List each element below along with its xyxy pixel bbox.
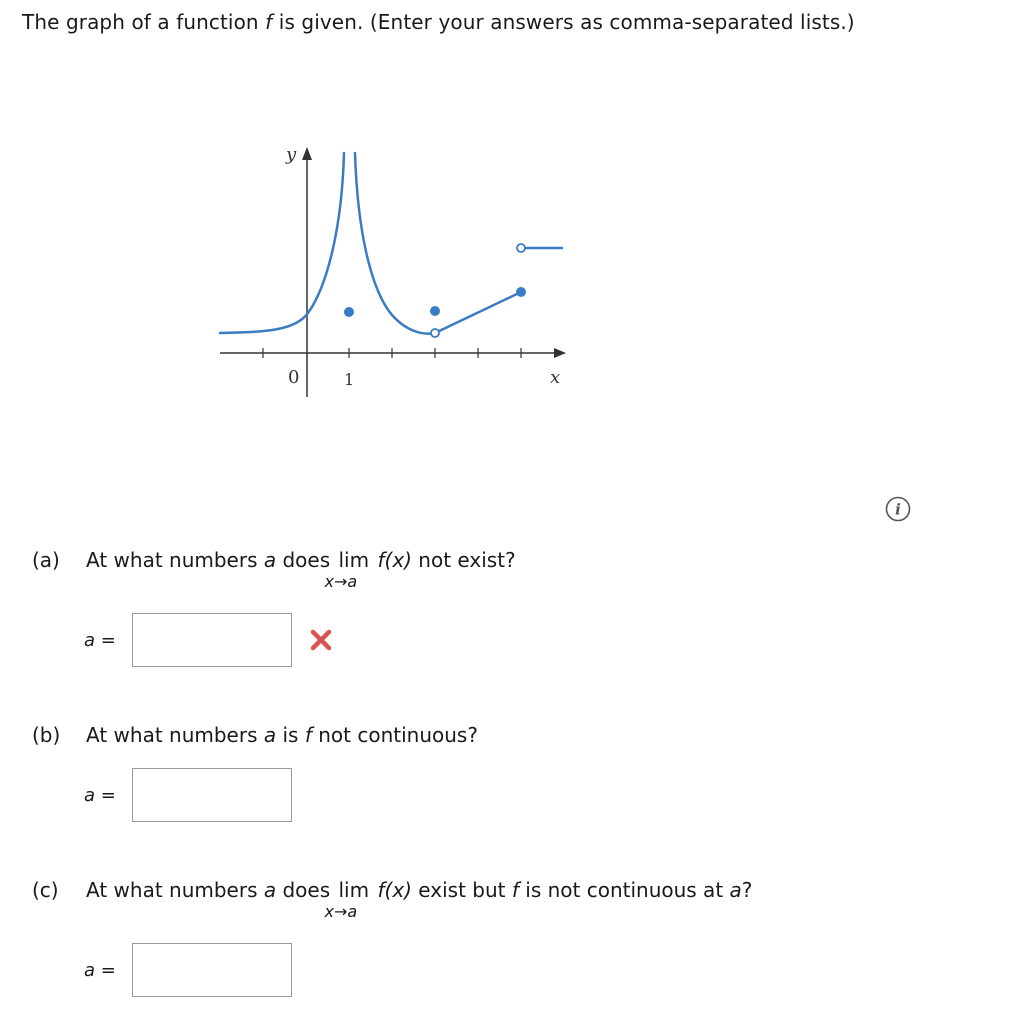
part-a-letter: (a) — [32, 548, 60, 572]
lim-sub-a: a — [347, 902, 358, 921]
question-text: At what numbers — [86, 723, 264, 747]
prompt-text-end: is given. (Enter your answers as comma-separated lists.) — [272, 10, 855, 34]
question-text: not continuous? — [311, 723, 478, 747]
open-point — [431, 329, 439, 337]
lim-sub-a: a — [347, 572, 358, 591]
part-b-letter: (b) — [32, 723, 61, 747]
lim-text: lim — [338, 548, 370, 572]
lim-sub-x: x — [324, 572, 334, 591]
var-f: f — [304, 723, 312, 747]
limit-notation — [324, 548, 370, 591]
var-a: a — [729, 878, 742, 902]
answer-label — [84, 785, 132, 806]
prompt-var-f: f — [265, 10, 273, 34]
part-c-question — [32, 878, 753, 921]
var-a: a — [263, 723, 277, 747]
curve-segment — [435, 292, 521, 333]
limit-subscript — [325, 572, 358, 591]
question-text: exist but — [411, 878, 512, 902]
limit-subscript — [325, 902, 358, 921]
part-a-question — [32, 548, 516, 591]
curve-left-branch — [220, 153, 344, 333]
question-text: is not continuous at — [518, 878, 730, 902]
question-text: does — [276, 878, 337, 902]
part-b-answer-input[interactable] — [132, 768, 292, 822]
lim-sub-x: x — [324, 902, 334, 921]
var-a: a — [263, 878, 277, 902]
part-a-answer-input[interactable] — [132, 613, 292, 667]
part-b-question — [32, 723, 478, 747]
part-c-answer-input[interactable] — [132, 943, 292, 997]
problem-prompt — [22, 10, 855, 34]
question-text: does — [276, 548, 337, 572]
info-icon[interactable] — [885, 496, 911, 522]
prompt-text: The graph of a function — [22, 10, 266, 34]
filled-point — [344, 307, 354, 317]
function-graph — [210, 135, 580, 405]
question-text: is — [276, 723, 305, 747]
answer-label-var: a — [84, 959, 96, 981]
fx: f(x) — [377, 878, 412, 902]
part-c-answer-row — [84, 940, 292, 1000]
filled-point — [430, 306, 440, 316]
answer-label-var: a — [84, 784, 96, 806]
lim-sub-arrow: → — [333, 572, 348, 591]
question-text: not exist? — [411, 548, 516, 572]
function-curve — [220, 153, 562, 334]
answer-label-var: a — [84, 629, 96, 651]
svg-text:i: i — [895, 500, 901, 519]
lim-text: lim — [338, 878, 370, 902]
fx: f(x) — [377, 548, 412, 572]
question-text: ? — [741, 878, 753, 902]
question-text: At what numbers — [86, 548, 264, 572]
x-axis-arrow — [554, 348, 566, 358]
part-a-answer-row — [84, 610, 334, 670]
lim-sub-arrow: → — [333, 902, 348, 921]
tick-label-one: 1 — [344, 370, 355, 389]
answer-label-eq: = — [95, 629, 116, 651]
y-axis-label: y — [286, 144, 297, 165]
limit-notation — [324, 878, 370, 921]
var-a: a — [263, 548, 277, 572]
part-b-answer-row — [84, 765, 292, 825]
part-c-letter: (c) — [32, 878, 59, 902]
tick-label-zero: 0 — [288, 367, 300, 388]
var-f: f — [511, 878, 519, 902]
answer-label-eq: = — [95, 784, 116, 806]
answer-label — [84, 630, 132, 651]
x-mark-icon — [308, 627, 334, 653]
y-axis-arrow — [302, 147, 312, 160]
open-point — [517, 244, 525, 252]
filled-point — [516, 287, 526, 297]
question-text: At what numbers — [86, 878, 264, 902]
answer-label-eq: = — [95, 959, 116, 981]
curve-middle-branch — [355, 153, 435, 334]
answer-label — [84, 960, 132, 981]
x-axis-label: x — [550, 367, 561, 388]
